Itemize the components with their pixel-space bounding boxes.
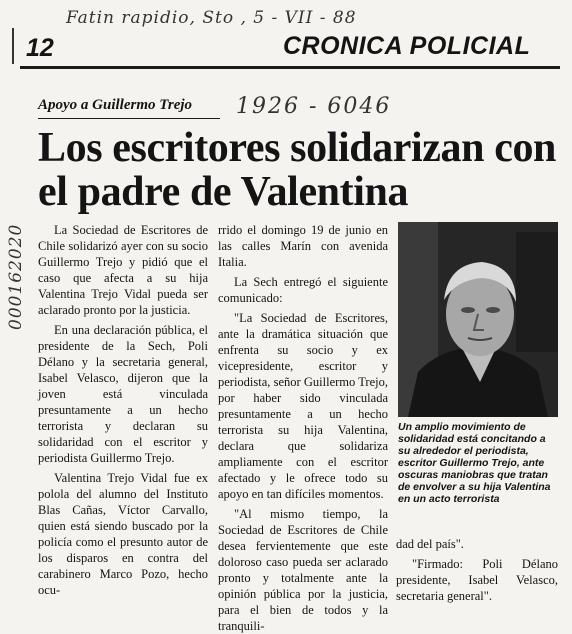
page-number: 12 [26, 34, 54, 62]
photo-caption: Un amplio movimiento de solidaridad está concitando a su alrededor el periodista, escritor Guillermo Trejo, ante oscuras maniobras que tratan de envolver a su hija Valentina en un acto terrorista [398, 421, 551, 505]
paragraph: La Sociedad de Escritores de Chile solidarizó ayer con su socio Guillermo Trejo y pidió que el caso que afecta a su hija Valentina Trejo Vidal pueda ser aclarado pronto por la justicia. [38, 223, 208, 317]
kicker-underline [38, 118, 220, 119]
portrait-photo-graphic [398, 222, 558, 417]
handwritten-archive-code: 000162020 [6, 223, 26, 330]
section-title: CRONICA POLICIAL [283, 32, 531, 60]
paragraph: Valentina Trejo Vidal fue ex polola del alumno del Instituto Blas Cañas, Víctor Carvallo, quien está siendo buscado por la policía como el presunto autor de los disparos en contra del carabinero Marco Pozo, hecho ocu- [38, 471, 208, 597]
header-rule [20, 66, 560, 69]
paragraph: En una declaración pública, el presidente de la Sech, Poli Délano y la secretaria general, Isabel Velasco, dijeron que la joven está vinculada presuntamente a un hecho terrorista y declaran su solidaridad con el escritor y periodista Guillermo Trejo. [38, 323, 208, 465]
paragraph: dad del país". [396, 537, 464, 551]
headline: Los escritores solidarizan con el padre de Valentina [38, 125, 557, 215]
paragraph: "La Sociedad de Escritores, ante la dramática situación que enfrenta su socio y ex vicepresidente, escritor y periodista, señor Guillermo Trejo, por haber sido vinculada presuntamente a un hecho terrorista su hija Valentina, declara que solidariza ampliamente con el escritor afectado y le ofrece todo su apoyo en tan difíciles momentos. [218, 311, 388, 501]
handwritten-source-note: Fatin rapidio, Sto , 5 - VII - 88 [66, 8, 357, 28]
article-column-3 [396, 536, 558, 604]
paragraph: La Sech entregó el siguiente comunicado: [218, 275, 388, 305]
paragraph: "Firmado: Poli Délano presidente, Isabel Velasco, secretaria general". [396, 557, 558, 603]
article-column-1 [38, 222, 208, 598]
handwritten-reference-number: 1926 - 6046 [236, 94, 392, 119]
article-kicker: Apoyo a Guillermo Trejo [38, 97, 193, 113]
paragraph: rrido el domingo 19 de junio en las calles Marín con avenida Italia. [218, 223, 388, 269]
article-column-2 [218, 222, 388, 634]
portrait-photo [398, 222, 558, 417]
clipping-edge-mark [12, 28, 14, 64]
paragraph: "Al mismo tiempo, la Sociedad de Escritores de Chile desea fervientemente que este doloroso caso pueda ser aclarado pronto y totalmente ante la opinión pública por la justicia, para el bien de todos y la tranquili- [218, 507, 388, 633]
